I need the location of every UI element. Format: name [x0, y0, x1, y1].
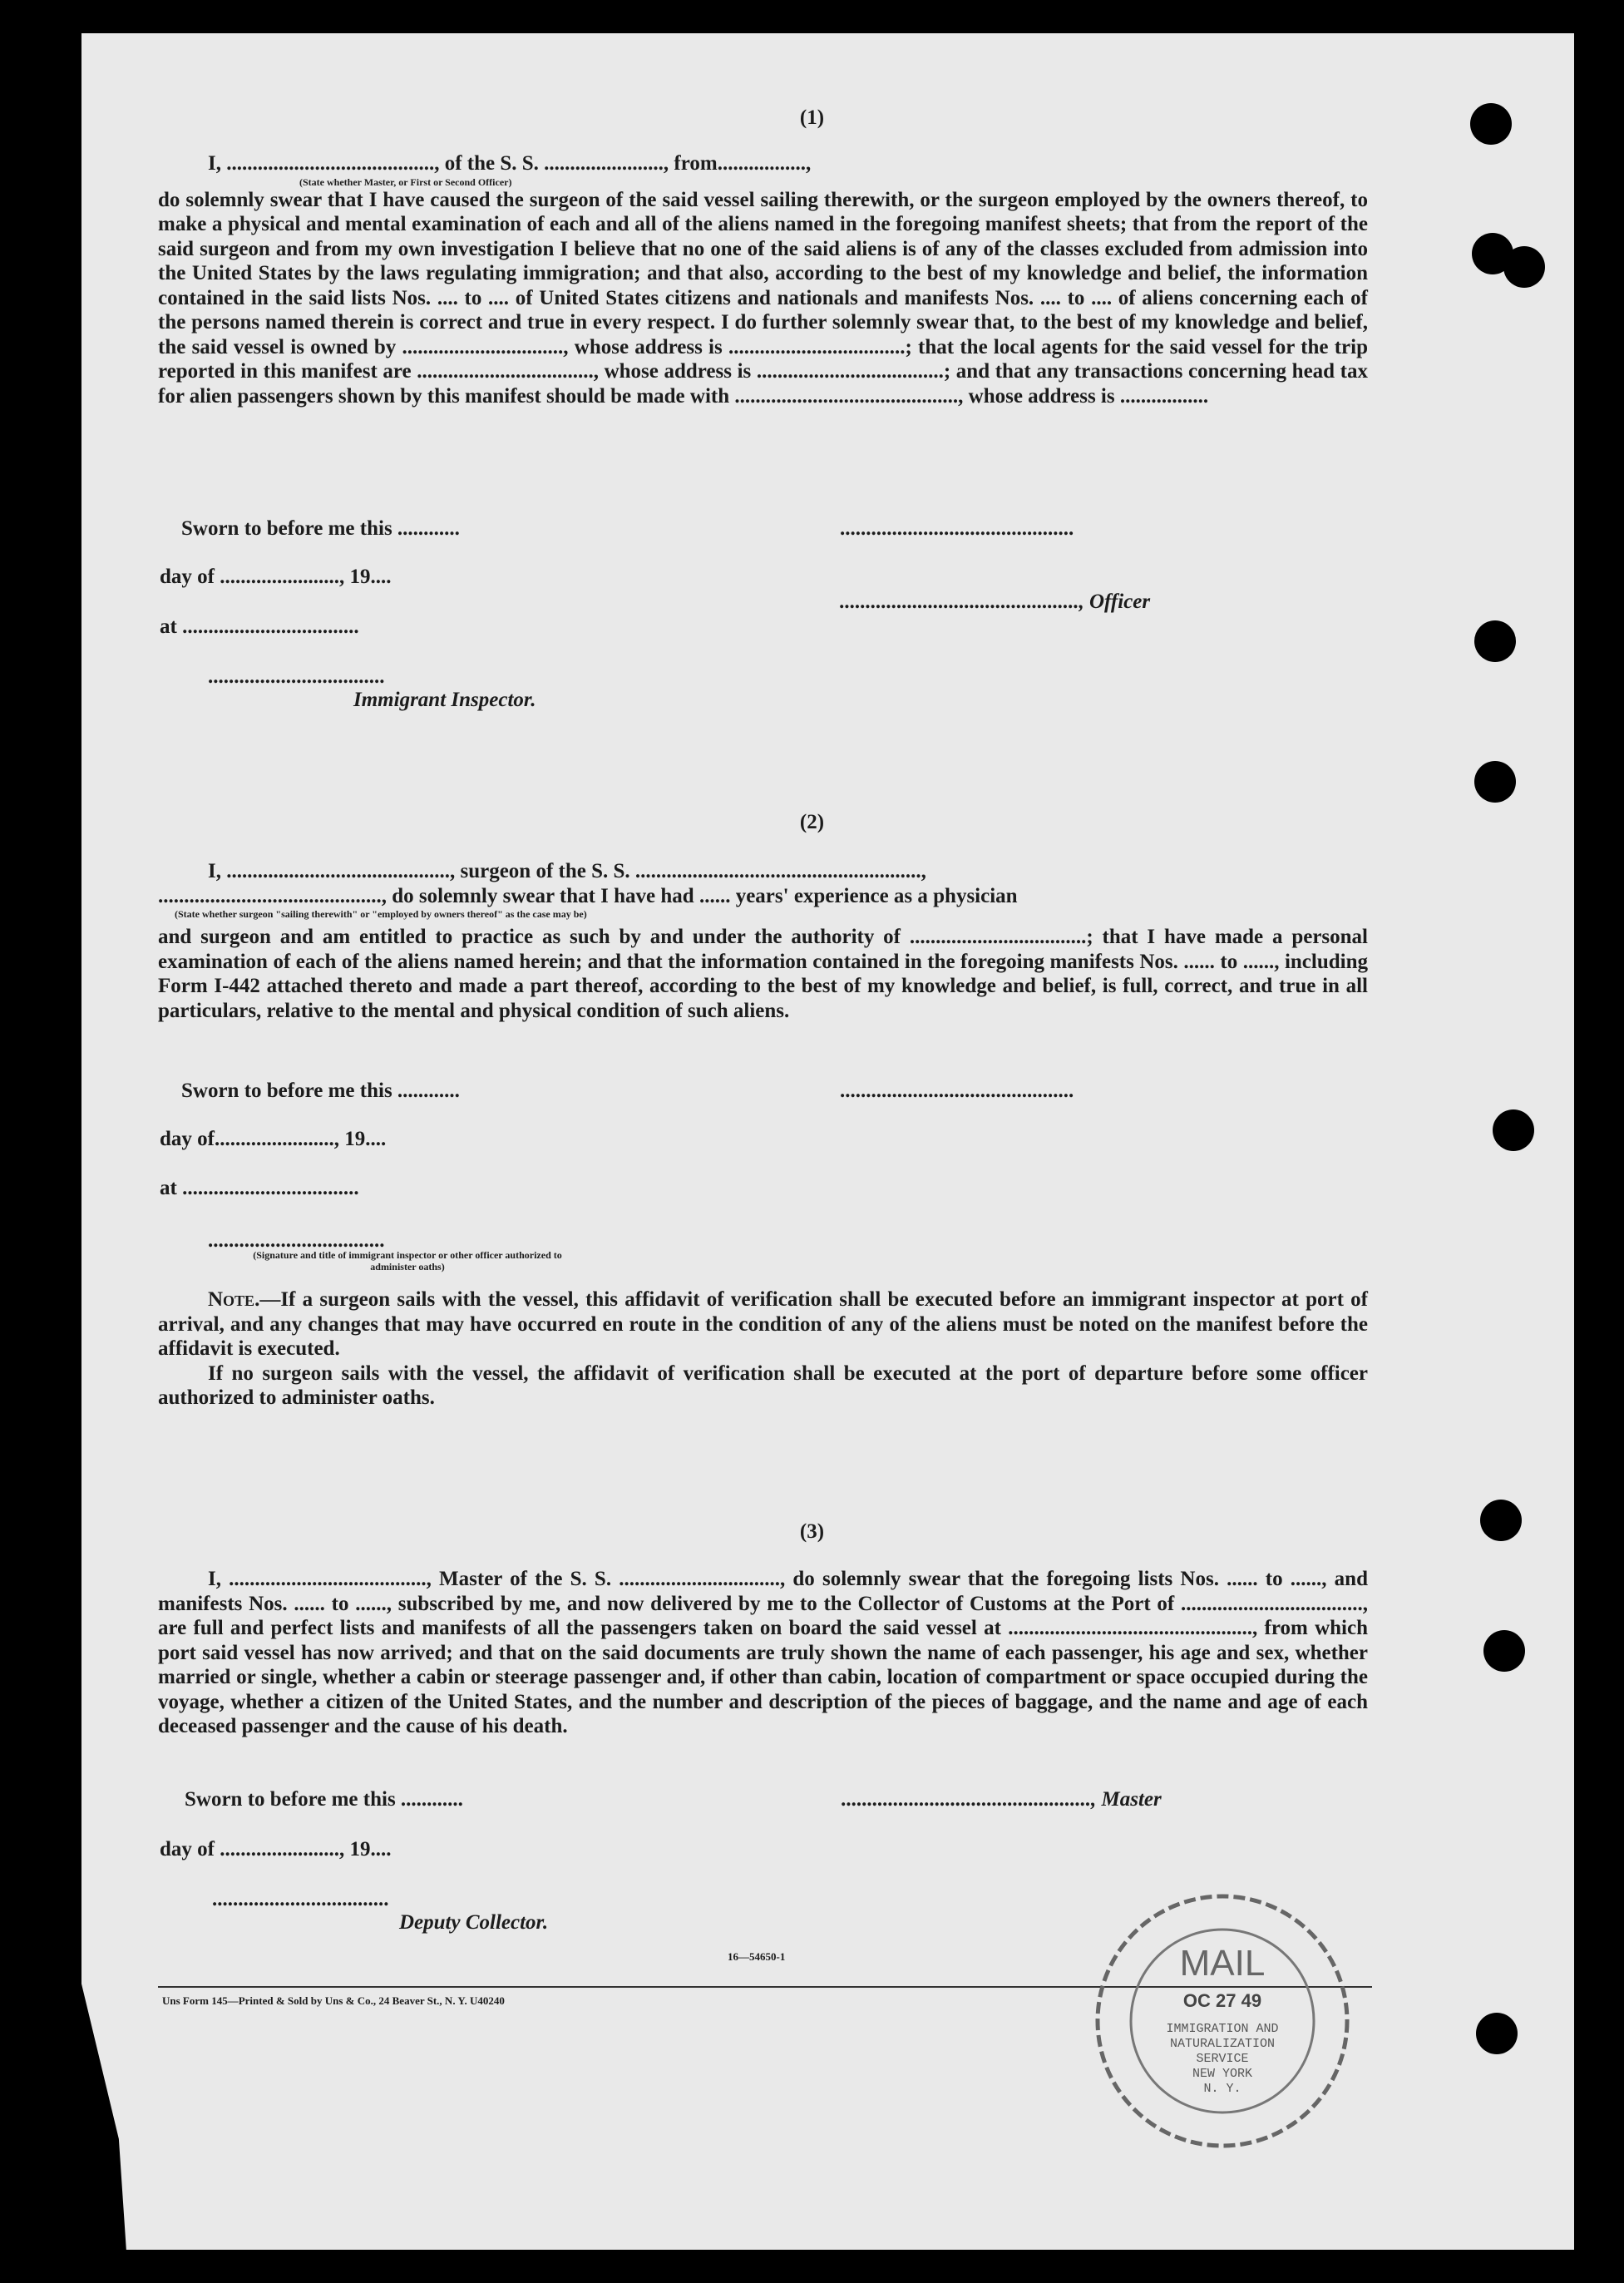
section-1-body: do solemnly swear that I have caused the surgeon of the said vessel sailing therewith, or the surgeon employed by the owners thereof, to make a physical and mental examination of each and all of the aliens named in the foregoing manifest sheets; that from the report of the said surgeon and from my own investigation I believe that no one of the said aliens is of any of the classes excluded from admission into the United States by the laws regulating immigration; and that also, according to the best of my knowledge and belief, the information contained in the said lists Nos. .... to .... of United States citizens and nationals and manifests Nos. .... to .... of aliens concerning each of the persons named therein is correct and true in every respect. I do further solemnly swear that, to the best of my knowledge and belief, the said vessel is owned by ..............................., whose address is ..................................; that the local agents for the said vessel for the trip reported in this manifest are .................................., whose address is ....................................; and that any transactions concerning head tax for alien passengers shown by this manifest should be made with ..........................................., whose address is .................	[158, 188, 1368, 408]
s2-day: day of......................., 19....	[160, 1128, 387, 1150]
punch-hole-8	[1483, 1630, 1525, 1672]
s2-signature-note: (Signature and title of immigrant inspector or other officer authorized to administer oaths)	[253, 1249, 562, 1272]
s1-right-signature: .............................................	[840, 517, 1074, 540]
section-3-heading: (3)	[799, 1520, 825, 1543]
s1-sworn: Sworn to before me this ............	[181, 517, 460, 540]
section-1	[158, 151, 1368, 408]
s2-at: at ..................................	[160, 1177, 359, 1199]
mail-received-stamp	[1085, 1884, 1360, 2158]
s3-sworn: Sworn to before me this ............	[185, 1788, 463, 1811]
note-text-2: If no surgeon sails with the vessel, the affidavit of verification shall be executed at the port of departure before some officer authorized to administer oaths.	[158, 1361, 1368, 1409]
punch-hole-5	[1474, 761, 1516, 803]
section-2-body: and surgeon and am entitled to practice as such by and under the authority of ..................................; that I have made a personal examination of each of the aliens named herein; and that the information contained in the foregoing manifests Nos. ...... to ......, including Form I-442 attached thereto and made a part thereof, according to the best of my knowledge and belief, is full, correct, and true in all particulars, relative to the mental and physical condition of such aliens.	[158, 926, 1368, 1022]
s2-sworn: Sworn to before me this ............	[181, 1080, 460, 1102]
s1-sigline: ..................................	[208, 665, 385, 688]
stamp-line-4: NEW YORK	[1192, 2067, 1253, 2081]
stamp-line-2: NATURALIZATION	[1169, 2037, 1276, 2051]
printer-footer: Uns Form 145—Printed & Sold by Uns & Co., 24 Beaver St., N. Y. U40240	[162, 1994, 505, 2007]
stamp-line-5: N. Y.	[1203, 2082, 1241, 2096]
punch-hole-9	[1476, 2013, 1518, 2054]
s1-at: at ..................................	[160, 615, 359, 638]
stamp-line-1: IMMIGRATION AND	[1166, 2022, 1279, 2036]
stamp-date: OC 27 49	[1182, 1990, 1262, 2011]
s1-day: day of ......................., 19....	[160, 566, 392, 588]
note-paragraph	[158, 1287, 1368, 1361]
s1-inspector-label: Immigrant Inspector.	[353, 689, 536, 711]
section-1-heading: (1)	[799, 106, 825, 129]
s3-collector-label: Deputy Collector.	[399, 1911, 549, 1934]
section-2-surgeon-note: (State whether surgeon "sailing therewith" or "employed by owners thereof" as the case may be)	[175, 908, 587, 920]
section-2-line-1: I, ..........................................., surgeon of the S. S. .......................................................,	[208, 860, 926, 882]
section-3-body: I, ......................................, Master of the S. S. ..............................., do solemnly swear that the foregoing lists Nos. ...... to ......, and manifests Nos. ...... to ......, subscribed by me, and now delivered by me to the Collector of Customs at the Port of ..................................., are full and perfect lists and manifests of all the passengers taken on board the said vessel at ..............................................., from which port said vessel has now arrived; and that on the said documents are truly shown the name of each passenger, his age and sex, whether married or single, whether a cabin or steerage passenger and, if other than cabin, location of compartment or space occupied during the voyage, whether a citizen of the United States, and the number and description of the pieces of baggage, and the name and age of each deceased passenger and the cause of his death.	[158, 1568, 1368, 1737]
note-text: —If a surgeon sails with the vessel, this affidavit of verification shall be executed before an immigrant inspector at port of arrival, and any changes that may have occurred en route in the condition of any of the aliens must be noted on the manifest before the affidavit is executed.	[158, 1288, 1368, 1360]
section-2-heading: (2)	[799, 811, 825, 833]
form-number: 16—54650-1	[728, 1950, 786, 1963]
section-1-officer-note: (State whether Master, or First or Second Officer)	[299, 175, 512, 188]
s3-master: ................................................, Master	[842, 1788, 1162, 1811]
section-2-note	[158, 1287, 1368, 1411]
section-3	[158, 1567, 1368, 1739]
punch-hole-6	[1493, 1109, 1534, 1151]
s2-right-signature: .............................................	[840, 1080, 1074, 1102]
stamp-mail: MAIL	[1179, 1943, 1266, 1984]
s2-sigline: ..................................	[208, 1229, 385, 1252]
s3-sigline: ..................................	[212, 1888, 389, 1910]
s3-day: day of ......................., 19....	[160, 1838, 392, 1860]
section-1-opening-line: I, ........................................, of the S. S. ......................., from.................,	[208, 152, 812, 175]
section-2-line-2: ..........................................., do solemnly swear that I have had ...... years' experience as a physician	[158, 884, 1018, 907]
stamp-line-3: SERVICE	[1196, 2052, 1249, 2066]
punch-hole-3	[1503, 246, 1545, 288]
s1-officer: .............................................., Officer	[840, 591, 1151, 613]
punch-hole-4	[1474, 620, 1516, 662]
note-label: Note.	[208, 1288, 260, 1311]
section-2	[158, 859, 1368, 1023]
